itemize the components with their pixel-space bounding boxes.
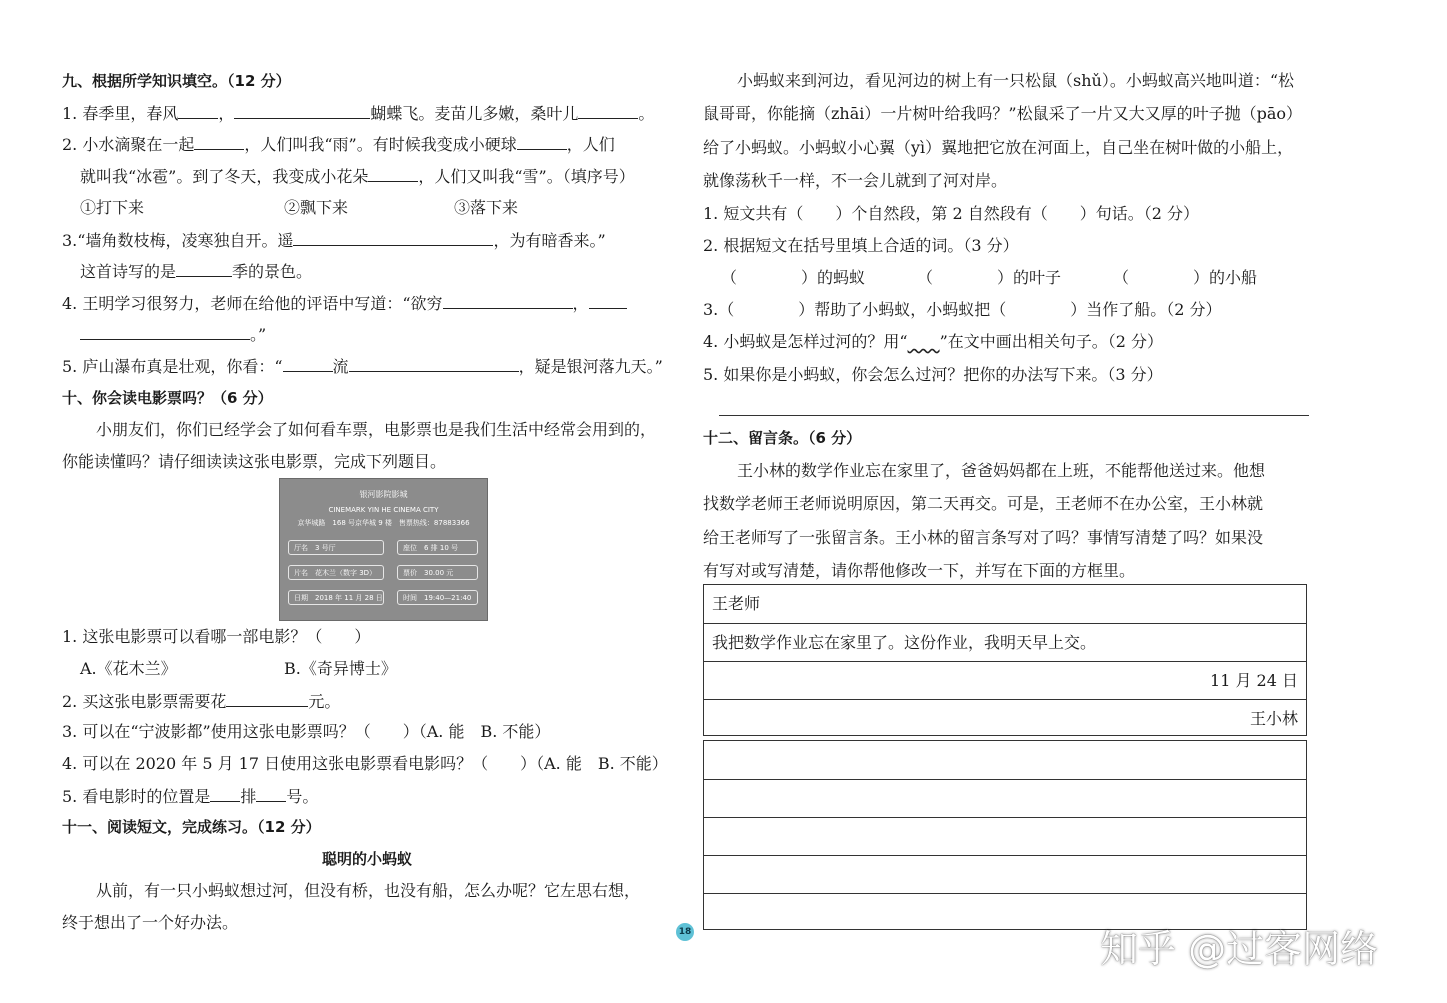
s12-paragraph-line2: 找数学老师王老师说明原因，第二天再交。可是，王老师不在办公室，王小林就 xyxy=(703,494,1264,513)
ticket-cinema-name: 银河影院影城 xyxy=(359,490,408,499)
s12-paragraph-line3: 给王老师写了一张留言条。王小林的留言条写对了吗？事情写清楚了吗？如果没 xyxy=(703,528,1264,547)
section-10-title: 十、你会读电影票吗？（6 分） xyxy=(62,389,273,407)
s11-q2-blanks: （ ）的蚂蚁 （ ）的叶子 （ ）的小船 xyxy=(721,268,1258,287)
s12-paragraph-line1: 王小林的数学作业忘在家里了，爸爸妈妈都在上班，不能帮他送过来。他想 xyxy=(737,461,1266,480)
note-date: 11 月 24 日 xyxy=(704,661,1306,699)
section-12-title: 十二、留言条。（6 分） xyxy=(703,429,862,447)
answer-row[interactable] xyxy=(704,817,1306,855)
ticket-time: 时间 19:40—21:40 xyxy=(397,590,478,605)
s11-q5: 5. 如果你是小蚂蚁，你会怎么过河？把你的办法写下来。（3 分） xyxy=(703,365,1163,384)
watermark: 知乎 @过客网络 xyxy=(1100,927,1379,971)
ticket-hall: 厅名 3 号厅 xyxy=(288,540,384,555)
s10-paragraph-line1: 小朋友们，你们已经学会了如何看车票，电影票也是我们生活中经常会用到的， xyxy=(96,420,657,439)
answer-row[interactable] xyxy=(704,741,1306,779)
s11-q3: 3.（ ）帮助了小蚂蚁，小蚂蚁把（ ）当作了船。（2 分） xyxy=(703,300,1222,319)
s12-paragraph-line4: 有写对或写清楚，请你帮他修改一下，并写在下面的方框里。 xyxy=(703,561,1136,580)
s11-q4: 4. 小蚂蚁是怎样过河的？用“ ”在文中画出相关句子。（2 分） xyxy=(703,332,1164,351)
note-body: 我把数学作业忘在家里了。这份作业，我明天早上交。 xyxy=(704,623,1306,661)
ticket-date: 日期 2018 年 11 月 28 日 xyxy=(288,590,384,605)
story-paragraph-line2: 终于想出了一个好办法。 xyxy=(62,913,239,932)
ticket-price: 票价 30.00 元 xyxy=(397,565,478,580)
ticket-film: 片名 花木兰（数字 3D） xyxy=(288,565,384,580)
ticket-address: 京华城路 168 号京华城 9 楼 售票热线：87883366 xyxy=(297,519,470,527)
s9-q4-line2: 。” xyxy=(80,324,266,345)
s10-q2: 2. 买这张电影票需要花 元。 xyxy=(62,692,341,711)
ticket-cinema-name-en: CINEMARK YIN HE CINEMA CITY xyxy=(328,506,439,514)
s10-q3: 3. 可以在“宁波影都”使用这张电影票吗？（ ）（A. 能 B. 不能） xyxy=(62,722,551,741)
ticket-seat: 座位 6 排 10 号 xyxy=(397,540,478,555)
note-signature: 王小林 xyxy=(704,699,1306,737)
answer-box[interactable] xyxy=(703,740,1307,930)
s9-q2-line2: 就叫我“冰雹”。到了冬天，我变成小花朵 ，人们又叫我“雪”。（填序号） xyxy=(80,167,635,186)
s9-q4-line1: 4. 王明学习很努力，老师在给他的评语中写道：“欲穷 ， xyxy=(62,293,627,314)
story-line5: 给了小蚂蚁。小蚂蚁小心翼（yì）翼地把它放在河面上，自己坐在树叶做的小船上， xyxy=(703,138,1294,157)
answer-row[interactable] xyxy=(704,855,1306,893)
section-9-title: 九、根据所学知识填空。（12 分） xyxy=(62,72,291,90)
story-paragraph-line1: 从前，有一只小蚂蚁想过河，但没有桥，也没有船，怎么办呢？它左思右想， xyxy=(96,881,641,900)
s10-q1: 1. 这张电影票可以看哪一部电影？（ ） xyxy=(62,627,371,646)
s10-q1-options: A.《花木兰》 B.《奇异博士》 xyxy=(80,659,397,678)
story-line6: 就像荡秋千一样，不一会儿就到了河对岸。 xyxy=(703,171,1008,190)
note-box xyxy=(703,584,1307,736)
story-line4: 鼠哥哥，你能摘（zhāi）一片树叶给我吗？”松鼠采了一片又大又厚的叶子抛（pāo） xyxy=(703,104,1302,123)
s10-q5: 5. 看电影时的位置是 排 号。 xyxy=(62,787,319,806)
s11-q2: 2. 根据短文在括号里填上合适的词。（3 分） xyxy=(703,236,1019,255)
s9-q2-options: ①打下来 ②飘下来 ③落下来 xyxy=(80,198,519,217)
answer-row[interactable] xyxy=(704,779,1306,817)
story-title: 聪明的小蚂蚁 xyxy=(321,850,412,868)
s10-q4: 4. 可以在 2020 年 5 月 17 日使用这张电影票看电影吗？（ ）（A. 能 B. 不能） xyxy=(62,754,668,773)
s10-paragraph-line2: 你能读懂吗？请仔细读读这张电影票，完成下列题目。 xyxy=(62,452,447,471)
answer-line xyxy=(719,415,1309,416)
movie-ticket xyxy=(279,478,488,621)
page-number: 18 xyxy=(676,923,694,941)
s9-q3-line1: 3.“墙角数枝梅，凌寒独自开。遥 ，为有暗香来。” xyxy=(62,231,606,250)
s9-q2-line1: 2. 小水滴聚在一起 ，人们叫我“雨”。有时候我变成小硬球 ，人们 xyxy=(62,135,615,154)
s11-q1: 1. 短文共有（ ）个自然段，第 2 自然段有（ ）句话。（2 分） xyxy=(703,204,1199,223)
s9-q5: 5. 庐山瀑布真是壮观，你看：“ 流 ，疑是银河落九天。” xyxy=(62,357,663,376)
s9-q1: 1. 春季里，春风 ， 蝴蝶飞。麦苗儿多嫩，桑叶儿 。 xyxy=(62,104,655,123)
section-11-title: 十一、阅读短文，完成练习。（12 分） xyxy=(62,818,321,836)
s9-q3-line2: 这首诗写的是 季的景色。 xyxy=(80,262,313,281)
note-greeting: 王老师 xyxy=(712,594,761,613)
story-line3: 小蚂蚁来到河边，看见河边的树上有一只松鼠（shǔ）。小蚂蚁高兴地叫道：“松 xyxy=(737,71,1295,90)
